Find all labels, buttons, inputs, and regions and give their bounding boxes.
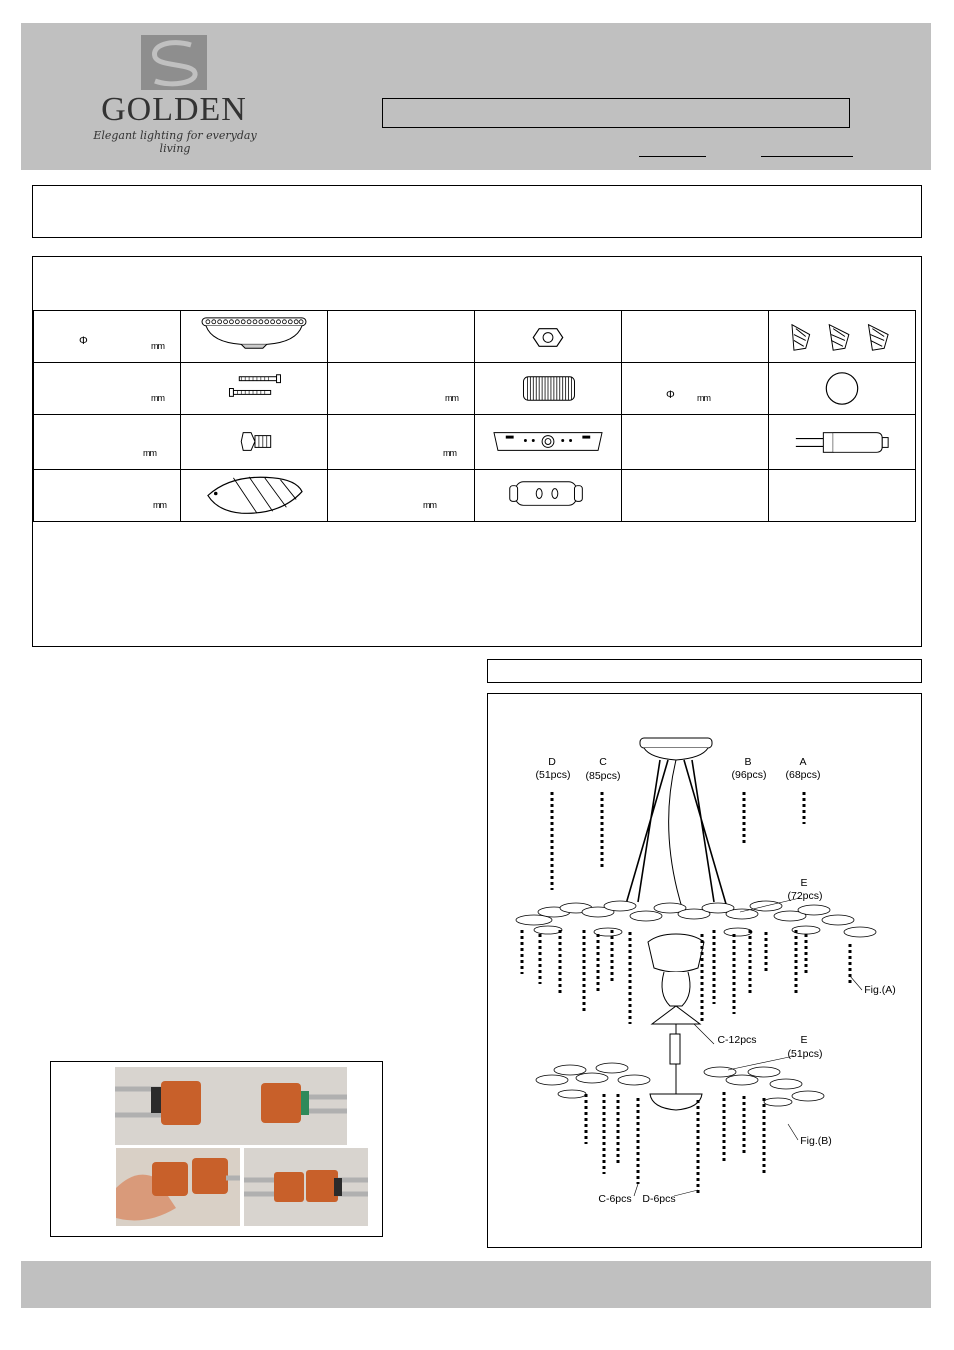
label-fig-a: Fig.(A) <box>864 984 896 996</box>
assembly-diagram <box>487 693 922 1248</box>
label-e-top: E <box>800 877 808 889</box>
canopy-cell <box>181 311 328 363</box>
screws-icon <box>181 363 327 414</box>
label-c: C <box>599 756 607 768</box>
label-a-count: (68pcs) <box>785 769 821 781</box>
wire-connector-photos <box>50 1061 383 1237</box>
part-label-cell <box>328 363 475 415</box>
part-label-cell <box>328 311 475 363</box>
footer-band <box>21 1261 931 1308</box>
part-label-cell <box>34 470 181 522</box>
hex-nut-icon <box>475 311 621 362</box>
glass-ball-cell <box>769 363 916 415</box>
label-c12: C-12pcs <box>717 1034 757 1046</box>
empty-part-cell <box>769 470 916 522</box>
underline-field-1 <box>639 156 706 157</box>
coupling-icon <box>475 470 621 521</box>
label-b-count: (96pcs) <box>731 769 767 781</box>
label-d: D <box>548 756 556 768</box>
bolt-cell <box>181 415 328 470</box>
notice-box <box>32 185 922 238</box>
bolt-icon <box>181 415 327 469</box>
label-d6: D-6pcs <box>642 1193 676 1205</box>
logo-mark-icon <box>141 35 207 90</box>
part-label-cell <box>622 311 769 363</box>
unit-label: mm <box>143 448 156 458</box>
label-fig-b: Fig.(B) <box>800 1135 832 1147</box>
unit-label: mm <box>443 448 456 458</box>
label-c6: C-6pcs <box>598 1193 632 1205</box>
brand-tagline: Elegant lighting for everyday living <box>93 129 257 155</box>
mounting-bar-icon <box>475 415 621 469</box>
label-e-bottom-count: (51pcs) <box>787 1048 823 1060</box>
unit-label: mm <box>151 341 164 351</box>
part-label-cell <box>328 415 475 470</box>
bulb-cell <box>769 415 916 470</box>
wire-nut-icon <box>769 311 915 362</box>
part-label-cell <box>622 363 769 415</box>
threaded-pipe-icon <box>475 363 621 414</box>
hand-connector-icon <box>116 1148 240 1226</box>
parts-grid <box>33 310 916 522</box>
bi-pin-bulb-icon <box>769 415 915 469</box>
wire-connector-icon <box>115 1067 347 1145</box>
unit-label: mm <box>153 500 166 510</box>
mounting-bar-cell <box>475 415 622 470</box>
header-band <box>21 23 931 170</box>
label-c-count: (85pcs) <box>585 770 621 782</box>
brand-name: GOLDEN <box>101 91 247 128</box>
wire-nuts-cell <box>769 311 916 363</box>
label-d-count: (51pcs) <box>535 769 571 781</box>
threaded-pipe-cell <box>475 363 622 415</box>
crystal-leaf-icon <box>181 470 327 521</box>
connector-photo-hand <box>116 1148 240 1226</box>
coupling-cell <box>475 470 622 522</box>
label-b: B <box>744 756 752 768</box>
part-label-cell <box>34 363 181 415</box>
part-label-cell <box>328 470 475 522</box>
parts-table <box>32 256 922 647</box>
label-e-bottom: E <box>800 1034 808 1046</box>
connector-photo-joined <box>244 1148 368 1226</box>
phi-symbol: Φ <box>79 335 88 347</box>
label-e-top-count: (72pcs) <box>787 890 823 902</box>
phi-symbol: Φ <box>666 389 675 401</box>
part-label-cell <box>622 470 769 522</box>
part-label-cell <box>34 311 181 363</box>
diagram-title-box <box>487 659 922 683</box>
screws-cell <box>181 363 328 415</box>
joined-connector-icon <box>244 1148 368 1226</box>
hex-nut-cell <box>475 311 622 363</box>
part-label-cell <box>34 415 181 470</box>
label-a: A <box>799 756 807 768</box>
canopy-icon <box>181 311 327 362</box>
underline-field-2 <box>761 156 853 157</box>
title-box <box>382 98 850 128</box>
part-label-cell <box>622 415 769 470</box>
unit-label: mm <box>445 393 458 403</box>
connector-photo-separate <box>115 1067 347 1145</box>
unit-label: mm <box>697 393 710 403</box>
unit-label: mm <box>423 500 436 510</box>
glass-ball-icon <box>769 363 915 414</box>
crystal-leaf-cell <box>181 470 328 522</box>
unit-label: mm <box>151 393 164 403</box>
